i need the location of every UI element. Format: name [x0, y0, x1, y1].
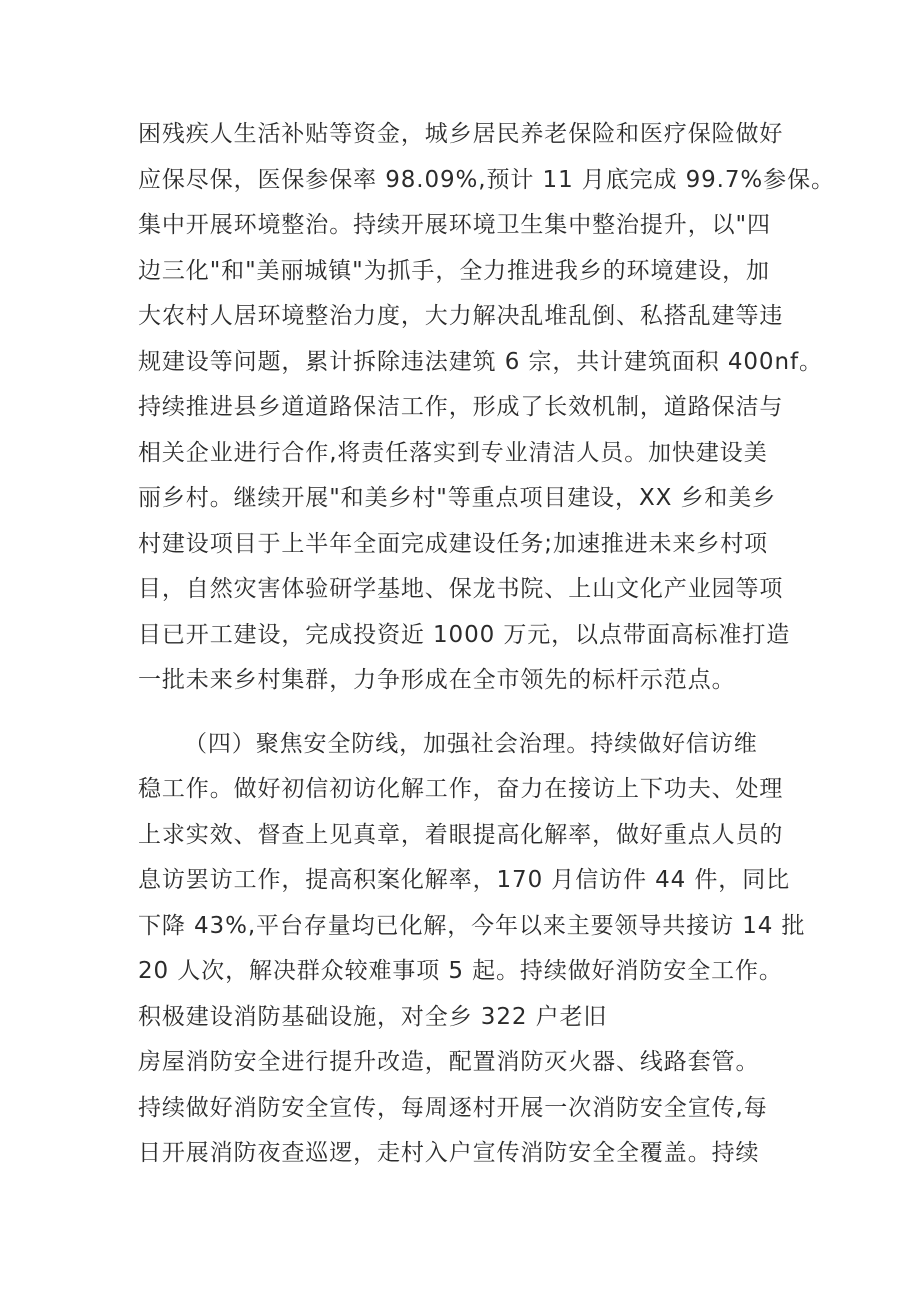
text-line: 下降 43%,平台存量均已化解，今年以来主要领导共接访 14 批 [138, 912, 806, 939]
text-line: 村建设项目于上半年全面完成建设任务;加速推进未来乡村项 [138, 530, 769, 557]
text-line: 积极建设消防基础设施，对全乡 322 户老旧 [138, 1003, 608, 1030]
text-line: 集中开展环境整治。持续开展环境卫生集中整治提升，以"四 [138, 212, 771, 238]
text-line: 规建设等问题，累计拆除违法建筑 6 宗，共计建筑面积 400nf。 [138, 348, 823, 375]
text-line: 息访罢访工作，提高积案化解率，170 月信访件 44 件，同比 [138, 867, 790, 893]
text-line: 目已开工建设，完成投资近 1000 万元，以点带面高标准打造 [138, 621, 791, 648]
text-line: 相关企业进行合作,将责任落实到专业清洁人员。加快建设美 [138, 439, 768, 466]
text-line: 困残疾人生活补贴等资金，城乡居民养老保险和医疗保险做好 [138, 121, 784, 147]
text-line: 房屋消防安全进行提升改造，配置消防灭火器、线路套管。 [138, 1049, 760, 1075]
paragraph-spacer [138, 704, 798, 722]
text-line: 20 人次，解决群众较难事项 5 起。持续做好消防安全工作。 [138, 958, 783, 984]
text-line: 持续推进县乡道道路保洁工作，形成了长效机制，道路保洁与 [138, 394, 784, 420]
text-line: （四）聚焦安全防线，加强社会治理。持续做好信访维 [184, 730, 758, 757]
text-line: 边三化"和"美丽城镇"为抓手，全力推进我乡的环境建设，加 [138, 257, 770, 284]
text-line: 稳工作。做好初信初访化解工作，奋力在接访上下功夫、处理 [138, 776, 784, 802]
document-body [138, 112, 835, 1177]
text-line: 日开展消防夜查巡逻，走村入户宣传消防安全全覆盖。持续 [138, 1140, 760, 1166]
text-line: 上求实效、督查上见真章，着眼提高化解率，做好重点人员的 [138, 821, 784, 848]
paragraph-1 [138, 112, 835, 704]
text-line: 应保尽保，医保参保率 98.09%,预计 11 月底完成 99.7%参保。 [138, 166, 835, 193]
text-line: 持续做好消防安全宣传，每周逐村开展一次消防安全宣传,每 [138, 1094, 768, 1121]
text-line: 大农村人居环境整治力度，大力解决乱堆乱倒、私搭乱建等违 [138, 303, 784, 329]
text-line: 目，自然灾害体验研学基地、保龙书院、上山文化产业园等项 [138, 576, 784, 602]
paragraph-2 [138, 722, 806, 1177]
text-line: 丽乡村。继续开展"和美乡村"等重点项目建设，XX 乡和美乡 [138, 485, 777, 511]
text-line: 一批未来乡村集群，力争形成在全市领先的标杆示范点。 [138, 667, 736, 693]
